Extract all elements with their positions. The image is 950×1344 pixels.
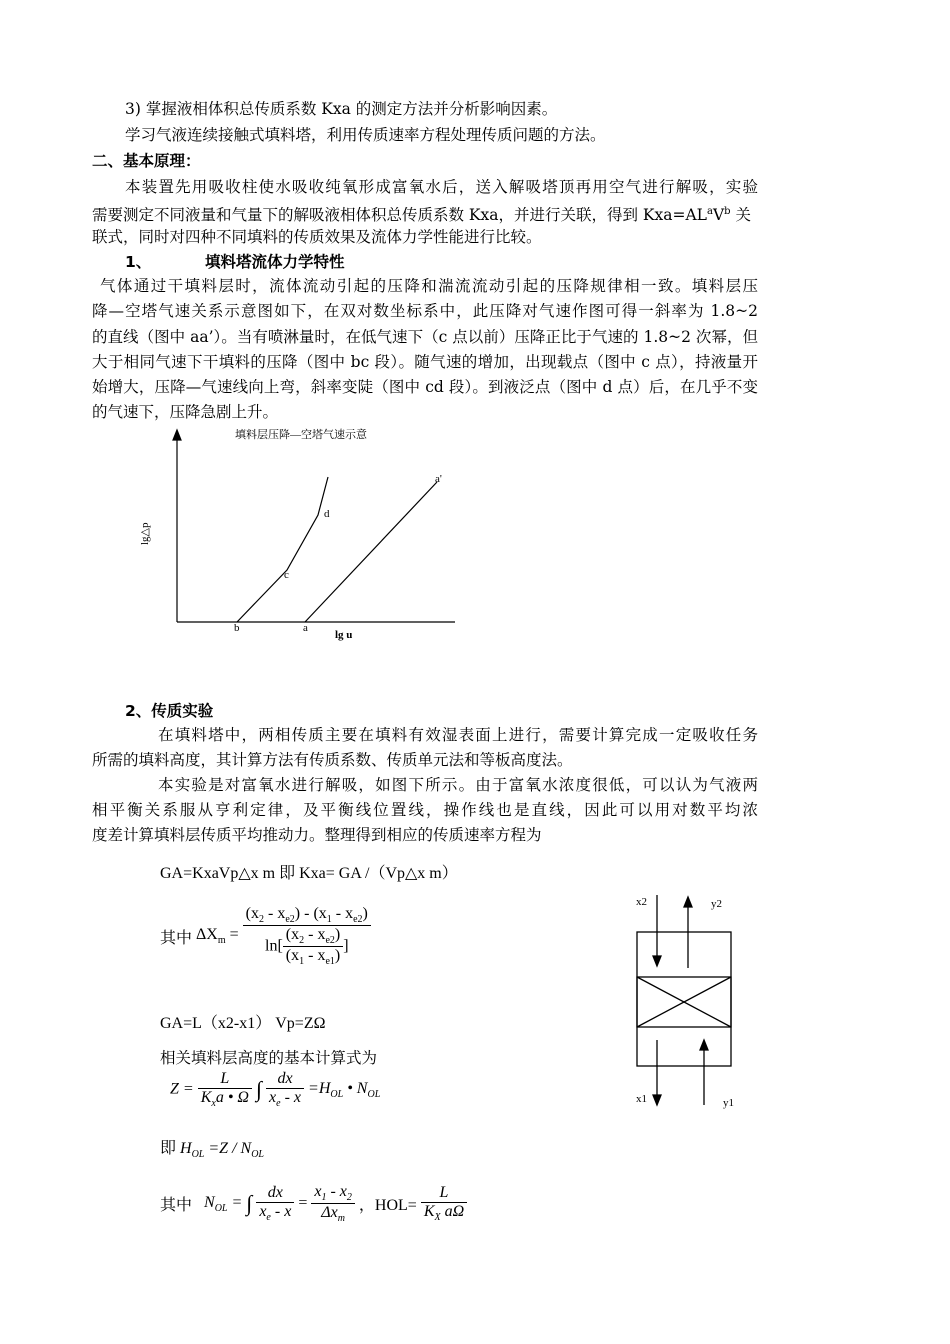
formula-z: Z = $\frac{L}{K_xa • \Omega}$ ∫ $\frac{dx}{x_e - x}$ $=H_{OL}$ • $N_{OL}$ <box>170 1070 381 1110</box>
para-line: 所需的填料高度，其计算方法有传质系数、传质单元法和等板高度法。 <box>92 751 573 769</box>
para-line: 度差计算填料层传质平均推动力。整理得到相应的传质速率方程为 <box>92 826 542 844</box>
point-c: c <box>284 569 289 581</box>
para-line: 联式，同时对四种不同填料的传质效果及流体力学性能进行比较。 <box>92 228 542 246</box>
formula-delta-xm: 其中 $\Delta X_m$ = $(x_2 - x_{e2}) - (x_1 - x_{e2})$ ln[ $\frac{(x_2 - x_{e2})}{(x_1 - x_{e1})}$ ] <box>160 905 371 968</box>
chart-title: 填料层压降—空塔气速示意 <box>235 429 367 441</box>
y-axis-label: lg△p <box>139 522 151 545</box>
dry-packing-line <box>305 482 437 622</box>
subsection-title: 2、传质实验 <box>125 702 214 720</box>
section-heading: 二、基本原理： <box>92 152 201 170</box>
x-axis-label: lg u <box>335 629 353 641</box>
para-line: 的直线（图中 aa’）。当有喷淋量时，在低气速下（c 点以前）压降正比于气速的 1.8~2 次幂，但 <box>92 328 758 346</box>
label-x1: x1 <box>636 1093 647 1105</box>
wet-packing-line <box>237 477 328 622</box>
para-line: 在填料塔中，两相传质主要在填料有效湿表面上进行，需要计算完成一定吸收任务 <box>158 726 758 744</box>
label-y2: y2 <box>711 898 722 910</box>
formula-ga2: GA=L（x2-x1） Vp=ZΩ <box>160 1015 326 1032</box>
para-line: 本实验是对富氧水进行解吸，如图下所示。由于富氧水浓度很低，可以认为气液两 <box>158 776 758 794</box>
objective-3: 3) 掌握液相体积总传质系数 Kxa 的测定方法并分析影响因素。 <box>125 100 558 118</box>
label-y1: y1 <box>723 1097 734 1109</box>
objective-text: 学习气液连续接触式填料塔，利用传质速率方程处理传质问题的方法。 <box>125 126 606 144</box>
formula-nol: 其中 $N_{OL}$ = ∫ $\frac{dx}{x_e - x}$ = $\frac{x_1 - x_2}{\Delta x_m}$ ，HOL= $\frac{L}{K_X a\Omega}$ <box>160 1183 467 1224</box>
para-line: 始增大，压降—气速线向上弯，斜率变陡（图中 cd 段）。到液泛点（图中 d 点）后，在几乎不变 <box>92 378 758 396</box>
para-line: 相关填料层高度的基本计算式为 <box>160 1049 378 1067</box>
formula-hol: 即 $H_{OL} =Z / N_{OL}$ <box>160 1140 264 1161</box>
para-line: 的气速下，压降急剧上升。 <box>92 403 279 421</box>
pressure-drop-chart <box>173 430 455 622</box>
para-line: 降—空塔气速关系示意图如下，在双对数坐标系中，此压降对气速作图可得一斜率为 1.8~2 <box>92 302 758 320</box>
point-a: a <box>303 622 308 634</box>
point-b: b <box>234 622 240 634</box>
para-line: 相平衡关系服从亨利定律，及平衡线位置线，操作线也是直线，因此可以用对数平均浓 <box>92 801 758 819</box>
para-line: 本装置先用吸收柱使水吸收纯氧形成富氧水后，送入解吸塔顶再用空气进行解吸，实验 <box>125 178 758 196</box>
tower-diagram <box>637 895 731 1105</box>
subsection-number: 1、 <box>125 253 152 271</box>
point-d: d <box>324 508 330 520</box>
para-line: 大于相同气速下干填料的压降（图中 bc 段）。随气速的增加，出现载点（图中 c 点），持液量开 <box>92 353 758 371</box>
label-x2: x2 <box>636 896 647 908</box>
para-line: 需要测定不同液量和气量下的解吸液相体积总传质系数 Kxa，并进行关联，得到 $Kxa=AL^aV^b$ 关 <box>92 206 751 225</box>
y-axis-arrow <box>173 430 181 440</box>
subsection-title: 填料塔流体力学特性 <box>205 253 345 271</box>
point-a-prime: a' <box>435 473 442 485</box>
formula-ga: GA=KxaVp△x m 即 Kxa= GA /（Vp△x m） <box>160 865 458 882</box>
para-line: 气体通过干填料层时，流体流动引起的压降和湍流流动引起的压降规律相一致。填料层压 <box>100 277 758 295</box>
